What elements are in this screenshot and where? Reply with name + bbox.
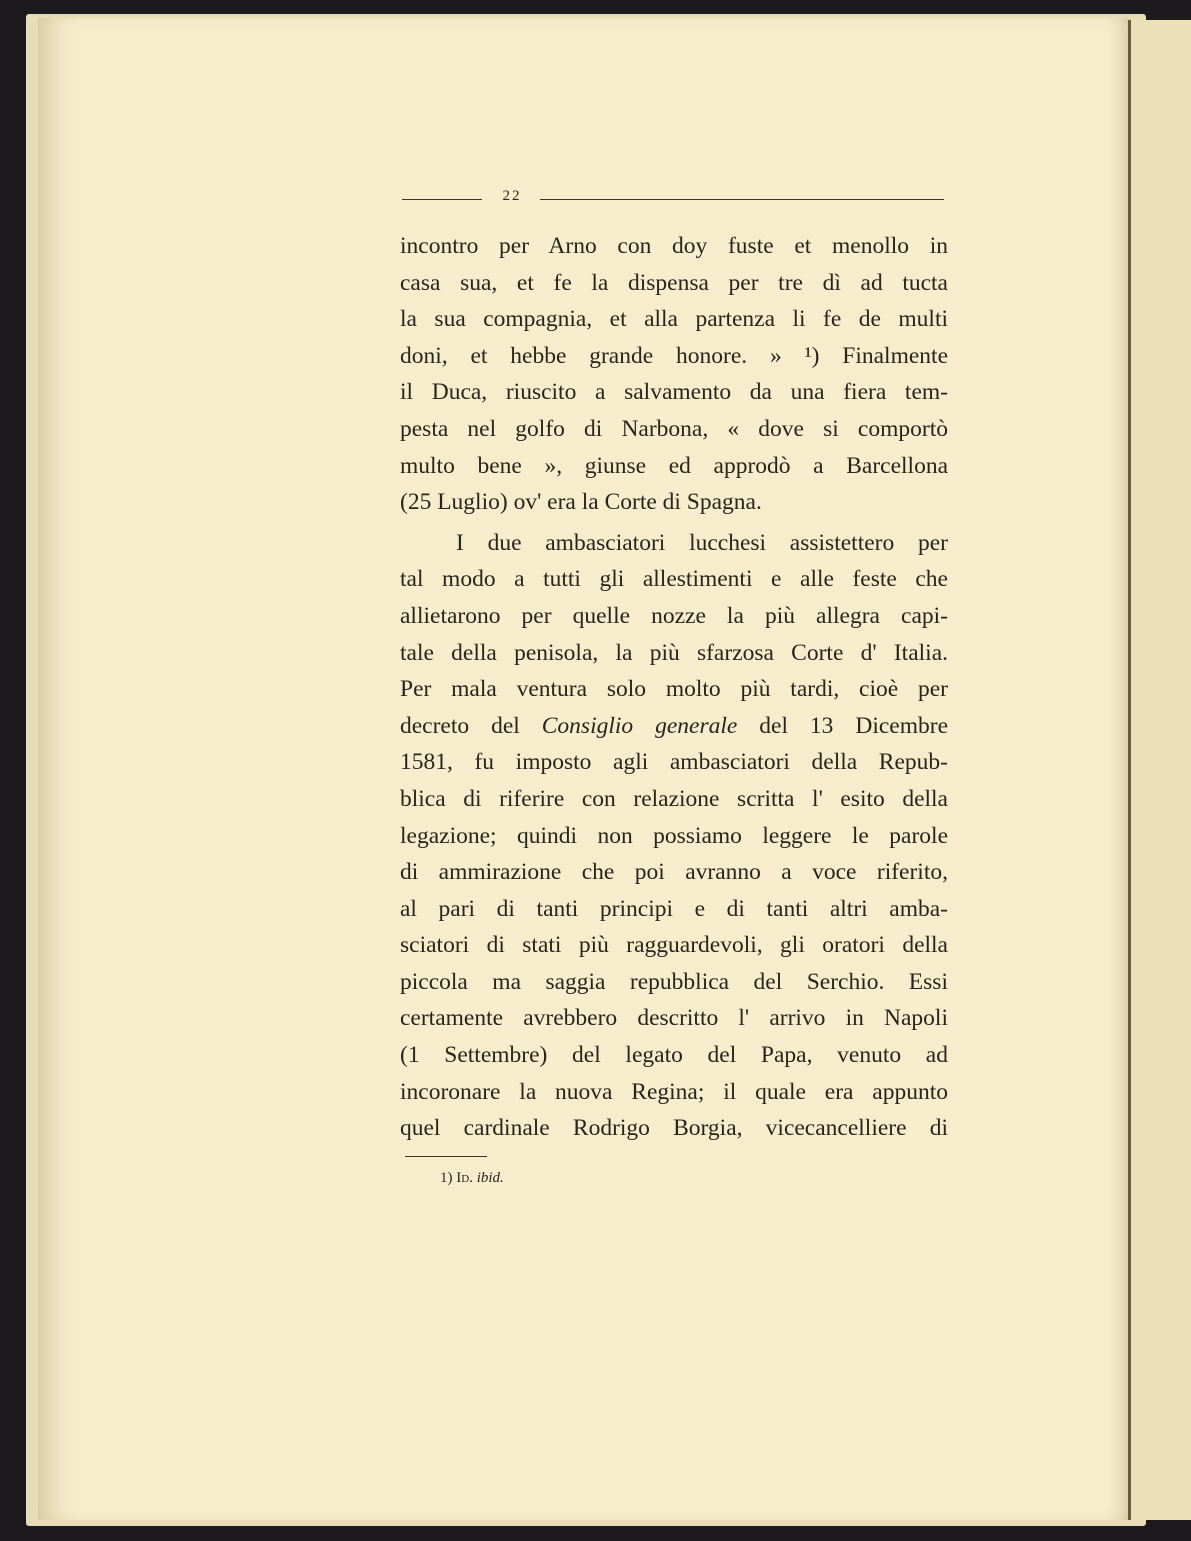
text-line: (1 Settembre) del legato del Papa, venuto ad	[400, 1042, 948, 1069]
text-line: blica di riferire con relazione scritta l' esito della	[400, 785, 948, 812]
text-line: doni, et hebbe grande honore. » ¹) Finalmente	[400, 342, 948, 369]
text-line: Per mala ventura solo molto più tardi, cioè per	[400, 676, 948, 703]
text-segment: decreto del	[400, 712, 542, 739]
text-line-with-italic	[400, 708, 948, 745]
text-line: tale della penisola, la più sfarzosa Corte d' Italia.	[400, 639, 948, 666]
text-line: la sua compagnia, et alla partenza li fe de multi	[400, 306, 948, 333]
footnote-ref: ibid.	[476, 1170, 504, 1186]
text-line: quel cardinale Rodrigo Borgia, vicecancelliere di	[400, 1115, 948, 1142]
text-line: casa sua, et fe la dispensa per tre dì ad tucta	[400, 269, 948, 296]
page-header	[402, 188, 944, 212]
facing-page-edge	[1128, 20, 1191, 1520]
header-rule-right	[540, 199, 944, 200]
text-line: pesta nel golfo di Narbona, « dove si comportò	[400, 415, 948, 442]
text-line: 1581, fu imposto agli ambasciatori della Repub-	[400, 749, 948, 776]
text-line: incoronare la nuova Regina; il quale era appunto	[400, 1078, 948, 1105]
page-number: 22	[502, 188, 522, 204]
text-line: (25 Luglio) ov' era la Corte di Spagna.	[400, 489, 762, 516]
text-line: multo bene », giunse ed approdò a Barcellona	[400, 452, 948, 479]
body-text	[400, 228, 948, 1147]
text-line: incontro per Arno con doy fuste et menollo in	[400, 233, 948, 259]
text-line: sciatori di stati più ragguardevoli, gli oratori della	[400, 932, 948, 959]
footnote-marker: 1)	[440, 1170, 453, 1186]
text-line: I due ambasciatori lucchesi assistettero per	[456, 529, 948, 556]
text-line: il Duca, riuscito a salvamento da una fiera tem-	[400, 379, 948, 406]
footnote-author: Id.	[456, 1170, 473, 1186]
text-line: allietarono per quelle nozze la più allegra capi-	[400, 602, 948, 629]
text-line: di ammirazione che poi avranno a voce riferito,	[400, 859, 948, 886]
italic-title: Consiglio generale	[541, 712, 738, 739]
text-line: certamente avrebbero descritto l' arrivo in Napoli	[400, 1005, 948, 1032]
footnote	[440, 1170, 504, 1187]
footnote-rule	[405, 1156, 487, 1157]
text-line: al pari di tanti principi e di tanti altri amba-	[400, 895, 948, 922]
text-line: legazione; quindi non possiamo leggere le parole	[400, 822, 948, 849]
text-line: tal modo a tutti gli allestimenti e alle feste che	[400, 566, 948, 593]
text-line: piccola ma saggia repubblica del Serchio. Essi	[400, 968, 948, 995]
header-rule-left	[402, 199, 482, 200]
text-segment: del 13 Dicembre	[737, 712, 949, 739]
